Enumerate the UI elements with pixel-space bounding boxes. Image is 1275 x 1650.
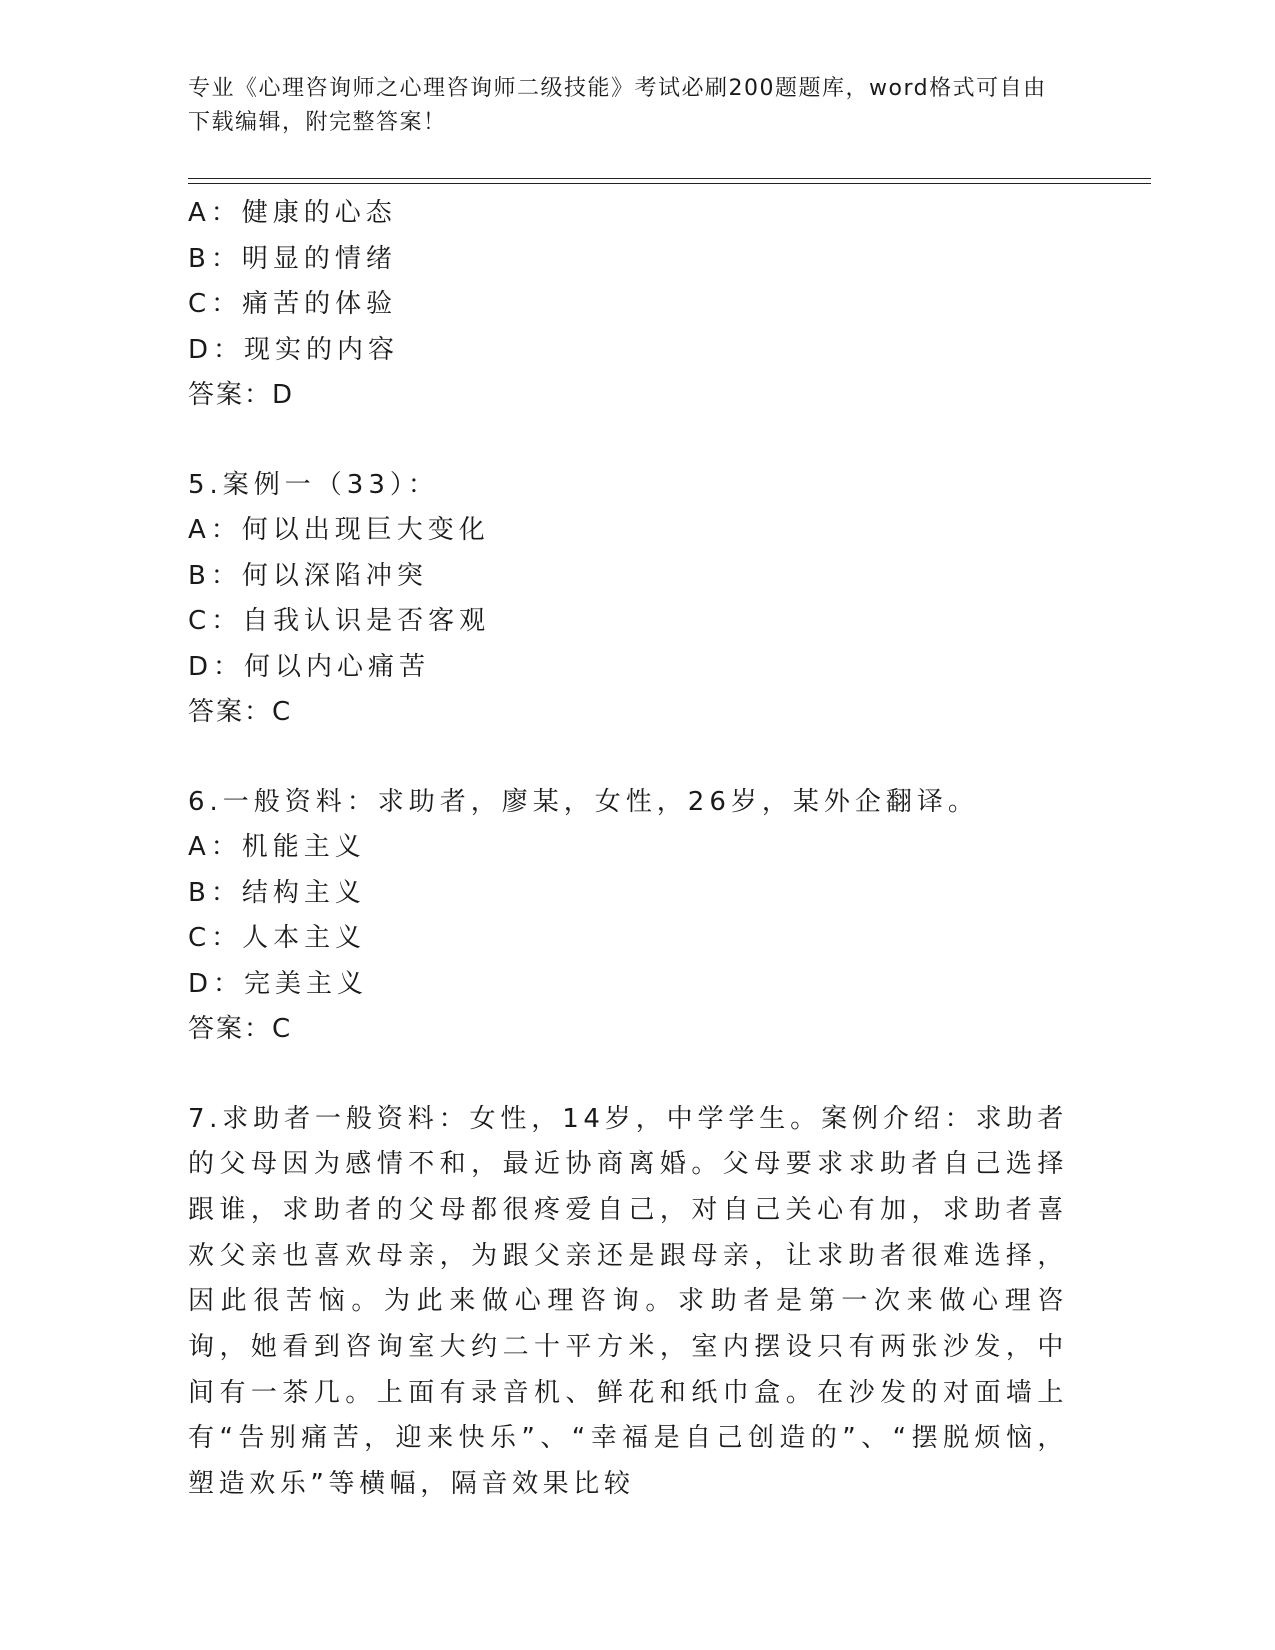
option-b: B：何以深陷冲突 [188,560,428,591]
document-header: 专业《心理咨询师之心理咨询师二级技能》考试必刷200题题库，word格式可自由下载编辑，附完整答案！ [188,76,1047,135]
option-c: C：自我认识是否客观 [188,606,491,636]
header-divider-bottom [188,183,1151,184]
option-b: B：结构主义 [188,877,366,908]
option-a: A：健康的心态 [188,198,397,228]
header-divider-top [188,178,1151,179]
option-a: A：何以出现巨大变化 [188,515,490,545]
question-stem: 7.求助者一般资料：女性，14岁，中学学生。案例介绍：求助者的父母因为感情不和，最近协商离婚。父母要求求助者自己选择跟谁，求助者的父母都很疼爱自己，对自己关心有加，求助者喜欢父亲也喜欢母亲，为跟父亲还是跟母亲，让求助者很难选择，因此很苦恼。为此来做心理咨询。求助者是第一次来做心理咨询，她看到咨询室大约二十平方米，室内摆设只有两张沙发，中间有一茶几。上面有录音机、鲜花和纸巾盒。在沙发的对面墙上有“告别痛苦，迎来快乐”、“幸福是自己创造的”、“摆脱烦恼，塑造欢乐”等横幅，隔音效果比较 [188,1103,1068,1500]
question-stem: 5.案例一（33）： [188,469,439,500]
answer-line: 答案：C [188,697,293,727]
option-c: C：人本主义 [188,923,367,953]
question-stem: 6.一般资料：求助者，廖某，女性，26岁，某外企翻译。 [188,786,979,817]
document-body [188,191,1068,1508]
question-6-block [188,780,1068,1053]
answer-line: 答案：C [188,1014,293,1044]
spacer [188,1053,1068,1097]
option-b: B：明显的情绪 [188,243,397,274]
option-c: C：痛苦的体验 [188,289,398,319]
spacer [188,736,1068,780]
question-5-block [188,463,1068,736]
option-d: D：何以内心痛苦 [188,651,431,682]
option-d: D：完美主义 [188,968,369,999]
answer-line: 答案：D [188,380,295,410]
option-d: D：现实的内容 [188,334,400,365]
option-a: A：机能主义 [188,832,366,862]
question-4-block [188,191,1068,419]
question-7-block [188,1097,1068,1508]
spacer [188,419,1068,463]
